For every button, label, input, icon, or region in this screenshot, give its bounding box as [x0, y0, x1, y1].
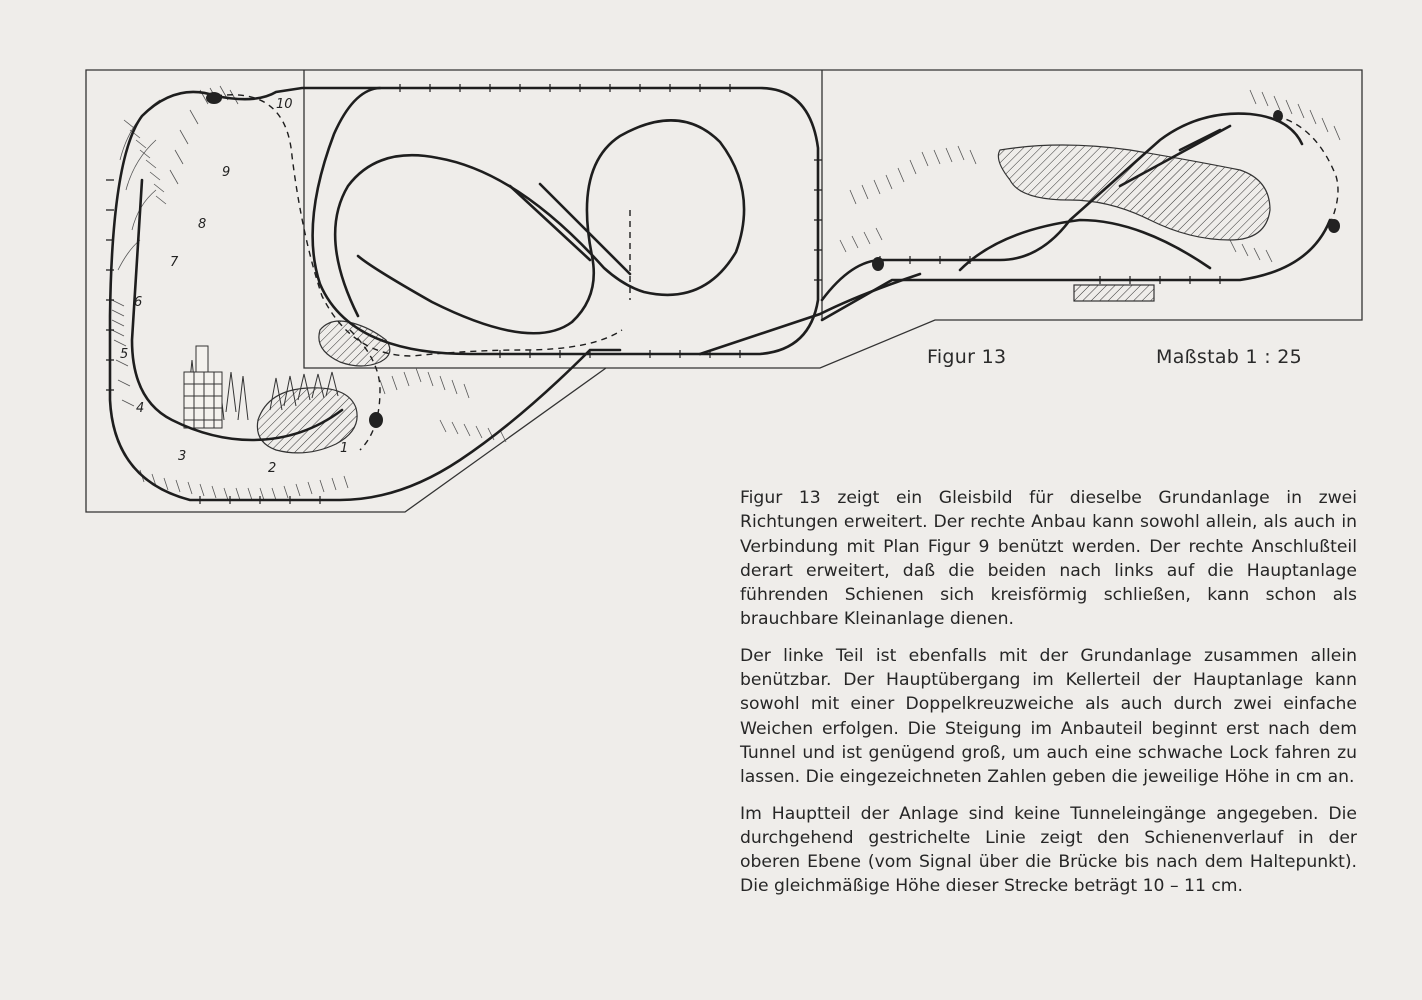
track-figure-eight: [335, 120, 744, 333]
paragraph-1: Figur 13 zeigt ein Gleisbild für dieselbe Grundanlage in zwei Richtungen erweitert. Der rechte Anbau kann sowohl allein, als auch in Verbindung mit Plan Figur 9 benützt werden. Der rechte Anschlußteil derart erweitert, daß die beiden nach links auf die Hauptanlage führenden Schienen sich kreisförmig schließen, kann schon als brauchbare Kleinanlage dienen.: [740, 488, 1357, 630]
elevation-marker-2: 2: [268, 461, 277, 476]
elevation-marker-7: 7: [170, 255, 179, 270]
body-text: [740, 486, 1357, 911]
paragraph-2: Der linke Teil ist ebenfalls mit der Grundanlage zusammen allein benützbar. Der Hauptübergang im Kellerteil der Hauptanlage kann sowohl mit einer Doppelkreuzweiche als auch durch zwei einfache Weichen erfolgen. Die Steigung im Anbauteil beginnt erst nach dem Tunnel und ist genügend groß, um auch eine schwache Lock fahren zu lassen. Die eingezeichneten Zahlen geben die jeweilige Höhe in cm an.: [740, 645, 1357, 788]
elevation-marker-5: 5: [120, 347, 129, 362]
lake-right: [998, 145, 1270, 240]
tunnel-portals: [206, 92, 1340, 428]
station-platform: [1074, 285, 1154, 301]
track-left-extension: [110, 92, 620, 500]
elevation-marker-1: 1: [340, 441, 349, 456]
elevation-marker-4: 4: [136, 401, 145, 416]
elevation-marker-6: 6: [134, 295, 143, 310]
elevation-marker-9: 9: [222, 165, 231, 180]
elevation-marker-10: 10: [276, 97, 293, 112]
scale-label: Maßstab 1 : 25: [1156, 346, 1303, 368]
elevation-marker-8: 8: [198, 217, 207, 232]
paragraph-3: Im Hauptteil der Anlage sind keine Tunneleingänge angegeben. Die durchgehend gestrichelte Linie zeigt den Schienenverlauf in der oberen Ebene (vom Signal über die Brücke bis nach dem Haltepunkt). Die gleichmäßige Höhe dieser Strecke beträgt 10 – 11 cm.: [740, 803, 1357, 897]
lake-small: [319, 321, 390, 366]
figure-label: Figur 13: [927, 346, 1007, 368]
upper-level-dashed-line: [216, 95, 1338, 450]
elevation-marker-3: 3: [178, 449, 187, 464]
